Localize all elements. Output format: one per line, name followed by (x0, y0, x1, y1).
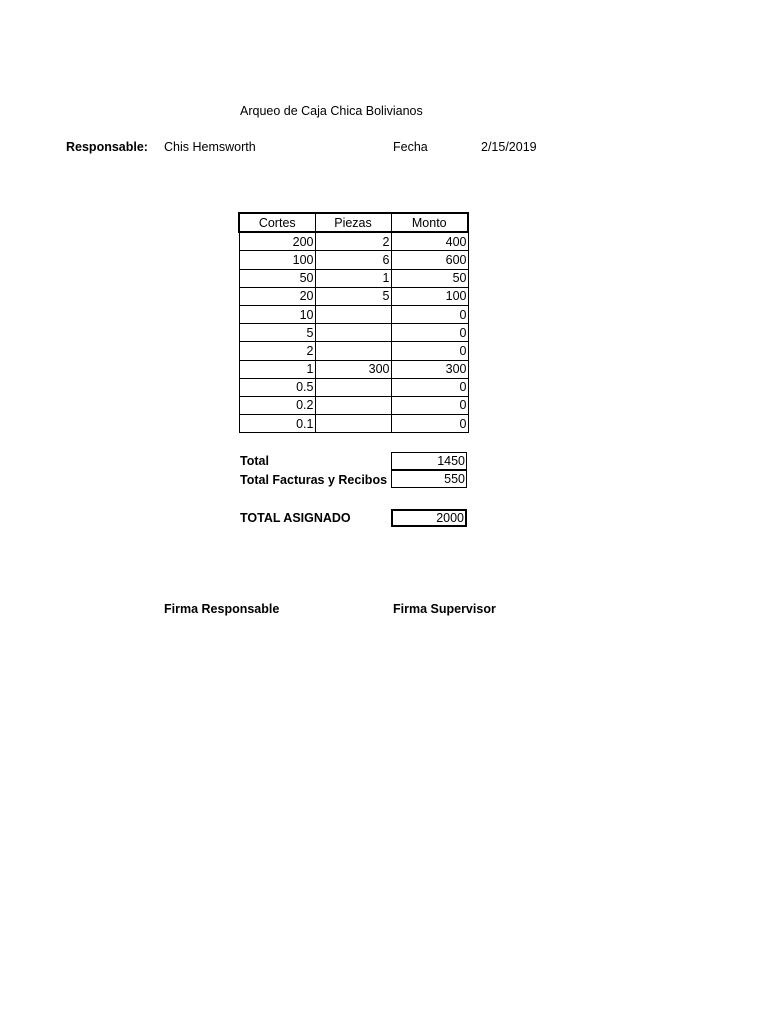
cell-piezas (315, 415, 391, 433)
cell-piezas: 5 (315, 287, 391, 305)
cell-piezas: 1 (315, 269, 391, 287)
cell-piezas (315, 378, 391, 396)
cell-monto: 0 (391, 305, 468, 323)
cell-corte: 0.5 (239, 378, 315, 396)
cell-monto: 50 (391, 269, 468, 287)
cell-corte: 50 (239, 269, 315, 287)
table-row (239, 415, 468, 433)
cell-corte: 0.1 (239, 415, 315, 433)
table-row (239, 305, 468, 323)
cell-monto: 0 (391, 378, 468, 396)
cell-piezas: 6 (315, 251, 391, 269)
cell-piezas (315, 396, 391, 414)
cell-corte: 2 (239, 342, 315, 360)
total-label: Total (240, 454, 269, 468)
cell-corte: 0.2 (239, 396, 315, 414)
table-row (239, 287, 468, 305)
cell-piezas (315, 342, 391, 360)
table-row (239, 324, 468, 342)
cell-corte: 20 (239, 287, 315, 305)
cell-monto: 0 (391, 342, 468, 360)
column-header-piezas: Piezas (315, 213, 391, 232)
responsable-label: Responsable: (66, 140, 148, 154)
table-row (239, 396, 468, 414)
cell-piezas (315, 305, 391, 323)
cell-corte: 5 (239, 324, 315, 342)
table-row (239, 232, 468, 251)
fecha-value: 2/15/2019 (481, 140, 537, 154)
cell-monto: 0 (391, 396, 468, 414)
responsable-name: Chis Hemsworth (164, 140, 256, 154)
firma-supervisor: Firma Supervisor (393, 602, 496, 616)
cell-piezas: 2 (315, 232, 391, 251)
column-header-monto: Monto (391, 213, 468, 232)
table-row (239, 378, 468, 396)
denomination-table (238, 212, 469, 433)
firma-responsable: Firma Responsable (164, 602, 280, 616)
fecha-label: Fecha (393, 140, 428, 154)
cell-monto: 300 (391, 360, 468, 378)
cell-piezas (315, 324, 391, 342)
total-value: 1450 (391, 452, 467, 470)
table-row (239, 269, 468, 287)
facturas-label: Total Facturas y Recibos (240, 473, 388, 487)
cell-piezas: 300 (315, 360, 391, 378)
table-row (239, 360, 468, 378)
facturas-value: 550 (391, 470, 467, 488)
cell-monto: 400 (391, 232, 468, 251)
column-header-cortes: Cortes (239, 213, 315, 232)
table-row (239, 342, 468, 360)
cell-corte: 10 (239, 305, 315, 323)
total-asignado-label: TOTAL ASIGNADO (240, 511, 351, 525)
cell-monto: 600 (391, 251, 468, 269)
document-title: Arqueo de Caja Chica Bolivianos (240, 104, 423, 118)
table-row (239, 251, 468, 269)
cell-corte: 100 (239, 251, 315, 269)
cell-monto: 0 (391, 324, 468, 342)
cell-corte: 1 (239, 360, 315, 378)
cell-monto: 0 (391, 415, 468, 433)
cell-monto: 100 (391, 287, 468, 305)
table-header-row (239, 213, 468, 232)
cell-corte: 200 (239, 232, 315, 251)
total-asignado-value: 2000 (391, 509, 467, 527)
